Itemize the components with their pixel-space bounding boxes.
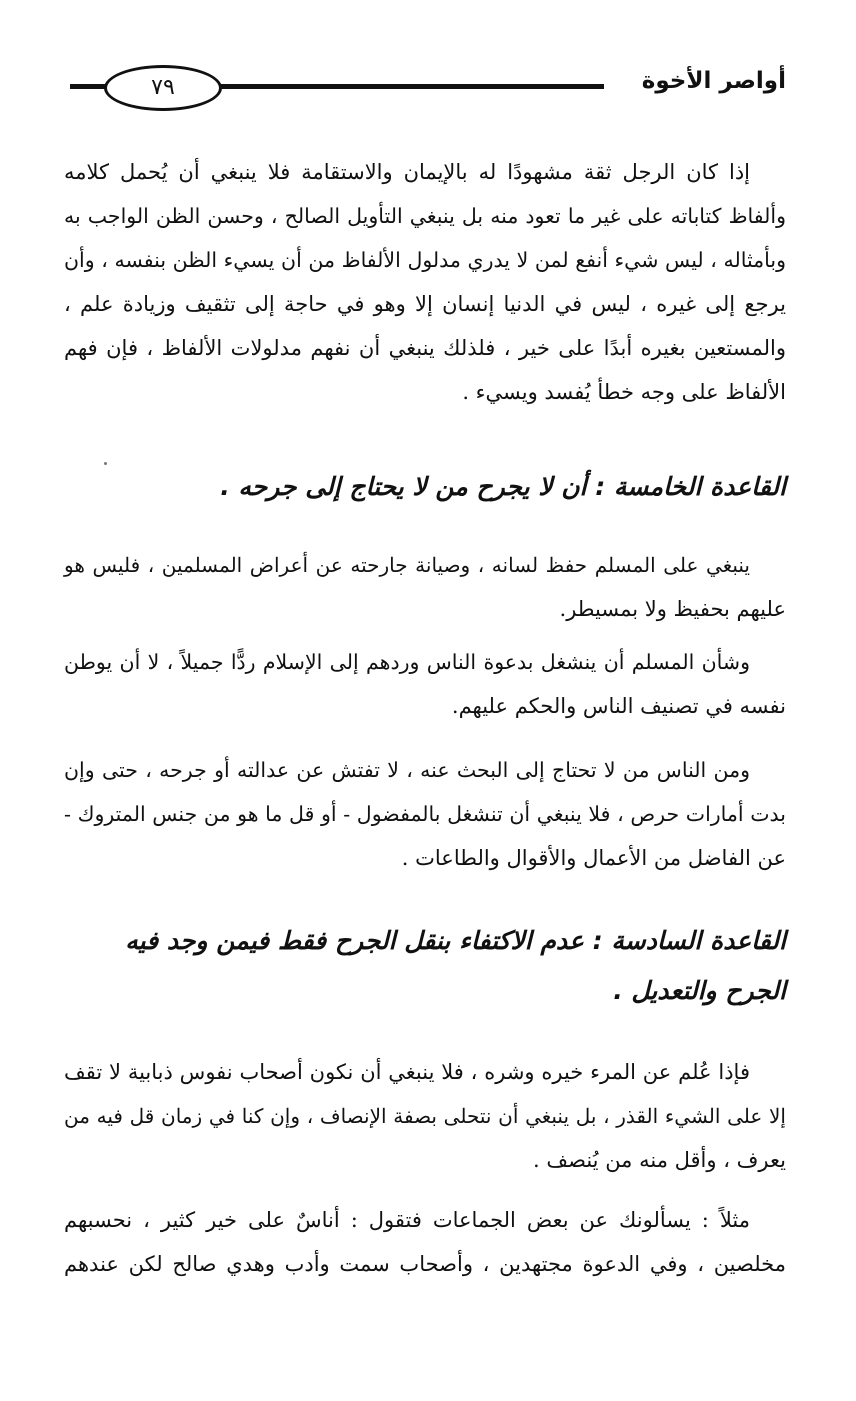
text-line: مثلاً : يسألونك عن بعض الجماعات فتقول : أناسٌ على خير كثير ، نحسبهم bbox=[64, 1208, 750, 1232]
scan-speck bbox=[104, 462, 107, 465]
heading-text: القاعدة الخامسة : أن لا يجرح من لا يحتاج إلى جرحه . bbox=[220, 472, 786, 501]
text-line: يرجع إلى غيره ، ليس في الدنيا إنسان إلا وهو في حاجة إلى تثقيف وزيادة علم ، bbox=[64, 292, 786, 316]
text-line: عليهم بحفيظ ولا بمسيطر. bbox=[559, 597, 786, 621]
text-line: فإذا عُلم عن المرء خيره وشره ، فلا ينبغي أن نكون أصحاب نفوس ذبابية لا تقف bbox=[64, 1060, 750, 1084]
paragraph-3 bbox=[64, 640, 786, 728]
heading-text: القاعدة السادسة : عدم الاكتفاء بنقل الجرح فقط فيمن وجد فيه bbox=[125, 926, 786, 955]
page-number: ٧٩ bbox=[104, 65, 222, 111]
paragraph-1 bbox=[64, 150, 786, 414]
section-heading-6 bbox=[125, 916, 786, 1016]
text-line: والمستعين بغيره أبدًا على خير ، فلذلك ينبغي أن نفهم مدلولات الألفاظ ، فإن فهم bbox=[64, 336, 786, 360]
page-header bbox=[70, 62, 786, 114]
text-line: إذا كان الرجل ثقة مشهودًا له بالإيمان والاستقامة فلا ينبغي أن يُحمل كلامه bbox=[64, 160, 750, 184]
text-line: يعرف ، وأقل منه من يُنصف . bbox=[533, 1148, 786, 1172]
text-line: الألفاظ على وجه خطأ يُفسد ويسيء . bbox=[462, 380, 786, 404]
running-title: أواصر الأخوة bbox=[641, 68, 786, 94]
text-line: نفسه في تصنيف الناس والحكم عليهم. bbox=[451, 694, 786, 718]
heading-text: الجرح والتعديل . bbox=[613, 976, 786, 1005]
text-line: بدت أمارات حرص ، فلا ينبغي أن تنشغل بالمفضول - أو قل ما هو من جنس المتروك - bbox=[64, 802, 786, 826]
text-line: ومن الناس من لا تحتاج إلى البحث عنه ، لا تفتش عن عدالته أو جرحه ، حتى وإن bbox=[64, 758, 750, 782]
paragraph-5 bbox=[64, 1050, 786, 1182]
text-line: وبأمثاله ، ليس شيء أنفع لمن لا يدري مدلول الألفاظ من أن يسيء الظن بنفسه ، وأن bbox=[64, 248, 786, 272]
section-heading-5 bbox=[220, 462, 786, 512]
text-line: عن الفاضل من الأعمال والأقوال والطاعات . bbox=[401, 846, 786, 870]
text-line: ينبغي على المسلم حفظ لسانه ، وصيانة جارحته عن أعراض المسلمين ، فليس هو bbox=[64, 553, 750, 577]
text-line: مخلصين ، وفي الدعوة مجتهدين ، وأصحاب سمت وأدب وهدي صالح لكن عندهم bbox=[64, 1252, 786, 1276]
paragraph-2 bbox=[64, 543, 786, 631]
paragraph-6 bbox=[64, 1198, 786, 1286]
text-line: وشأن المسلم أن ينشغل بدعوة الناس وردهم إلى الإسلام ردًّا جميلاً ، لا أن يوطن bbox=[64, 650, 750, 674]
text-line: وألفاظ كتاباته على غير ما تعود منه بل ينبغي التأويل الصالح ، وحسن الظن الواجب به bbox=[64, 204, 786, 228]
paragraph-4 bbox=[64, 748, 786, 880]
text-line: إلا على الشيء القذر ، بل ينبغي أن نتحلى بصفة الإنصاف ، وإن كنا في زمان قل فيه من bbox=[64, 1104, 786, 1128]
